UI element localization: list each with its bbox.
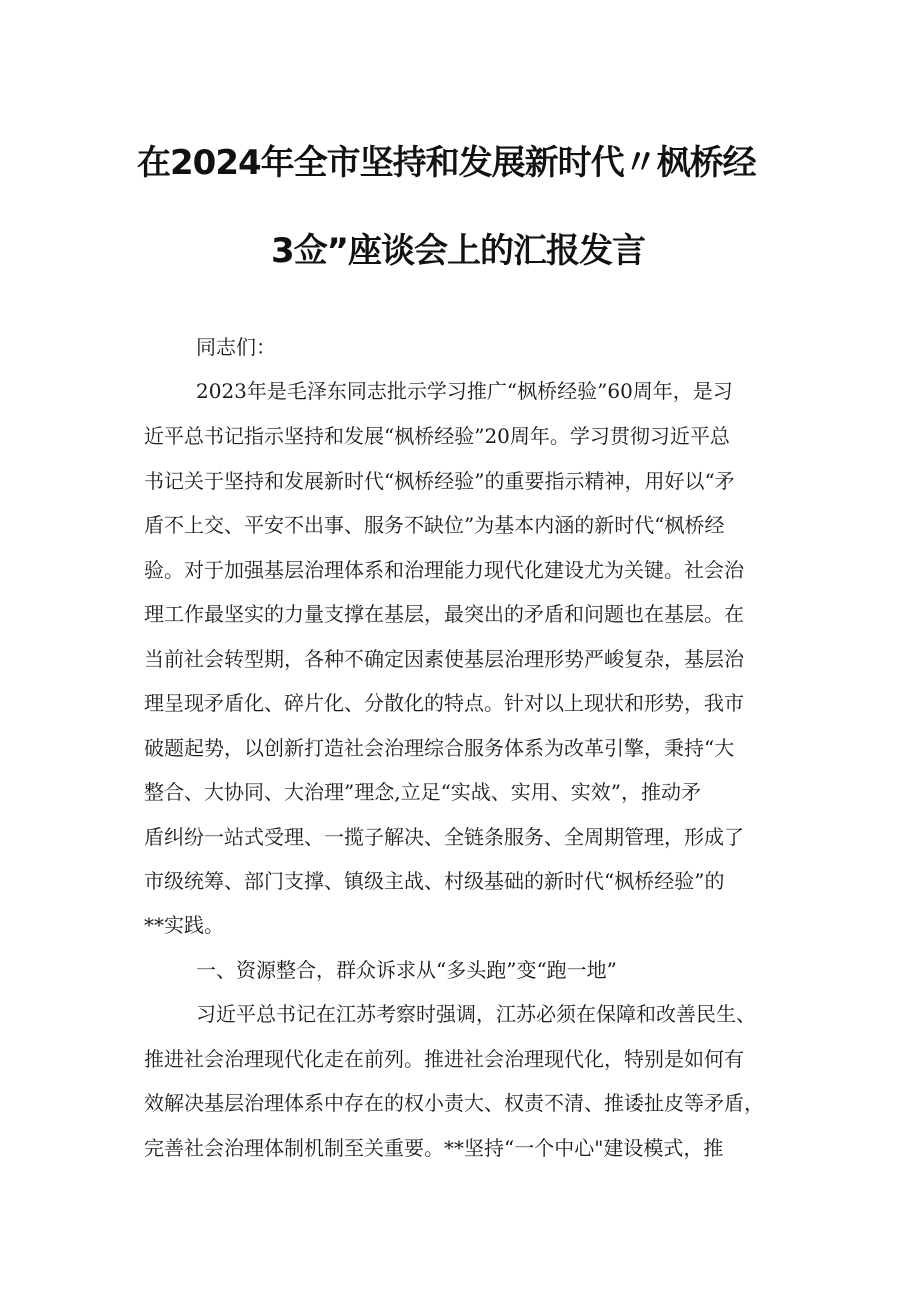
paragraph-line: 效解决基层治理体系中存在的权小责大、权责不清、推诿扯皮等矛盾， [144,1091,764,1115]
paragraph-line: 理呈现矛盾化、碎片化、分散化的特点。针对以上现状和形势，我市 [144,691,744,715]
paragraph-line: 近平总书记指示坚持和发展“枫桥经验”20周年。学习贯彻习近平总 [144,424,730,448]
paragraph-line: 书记关于坚持和发展新时代“枫桥经验”的重要指示精神，用好以“矛 [144,469,735,493]
salutation: 同志们： [196,335,276,359]
paragraph-line: 2023年是毛泽东同志批示学习推广“枫桥经验”60周年，是习 [196,379,733,403]
paragraph-line: 破题起势，以创新打造社会治理综合服务体系为改革引擎，秉持“大 [144,736,735,760]
paragraph-line: 盾不上交、平安不出事、服务不缺位”为基本内涵的新时代“枫桥经 [144,513,725,537]
paragraph-line: 推进社会治理现代化走在前列。推进社会治理现代化，特别是如何有 [144,1047,744,1071]
paragraph-line: 习近平总书记在江苏考察时强调，江苏必须在保障和改善民生、 [196,1002,756,1026]
paragraph-line: 完善社会治理体制机制至关重要。**坚持“一个中心"建设模式，推 [144,1136,724,1160]
section-heading: 一、资源整合，群众诉求从“多头跑”变“跑一地” [196,958,617,982]
document-title-line-2: 3佥”座谈会上的汇报发言 [271,231,646,271]
paragraph-line: 整合、大协同、大治理”理念,立足“实战、实用、实效”，推动矛 [144,780,702,804]
paragraph-line: 盾纠纷一站式受理、一揽子解决、全链条服务、全周期管理，形成了 [144,825,744,849]
document-title-line-1: 在2024年全市坚持和发展新时代〃枫桥经 [137,143,756,183]
paragraph-line: 理工作最坚实的力量支撑在基层，最突出的矛盾和问题也在基层。在 [144,602,744,626]
paragraph-line: 市级统筹、部门支撑、镇级主战、村级基础的新时代“枫桥经验”的 [144,869,725,893]
paragraph-line: **实践。 [144,913,224,937]
paragraph-line: 验。对于加强基层治理体系和治理能力现代化建设尤为关键。社会治 [144,558,744,582]
paragraph-line: 当前社会转型期，各种不确定因素使基层治理形势严峻复杂，基层治 [144,647,744,671]
